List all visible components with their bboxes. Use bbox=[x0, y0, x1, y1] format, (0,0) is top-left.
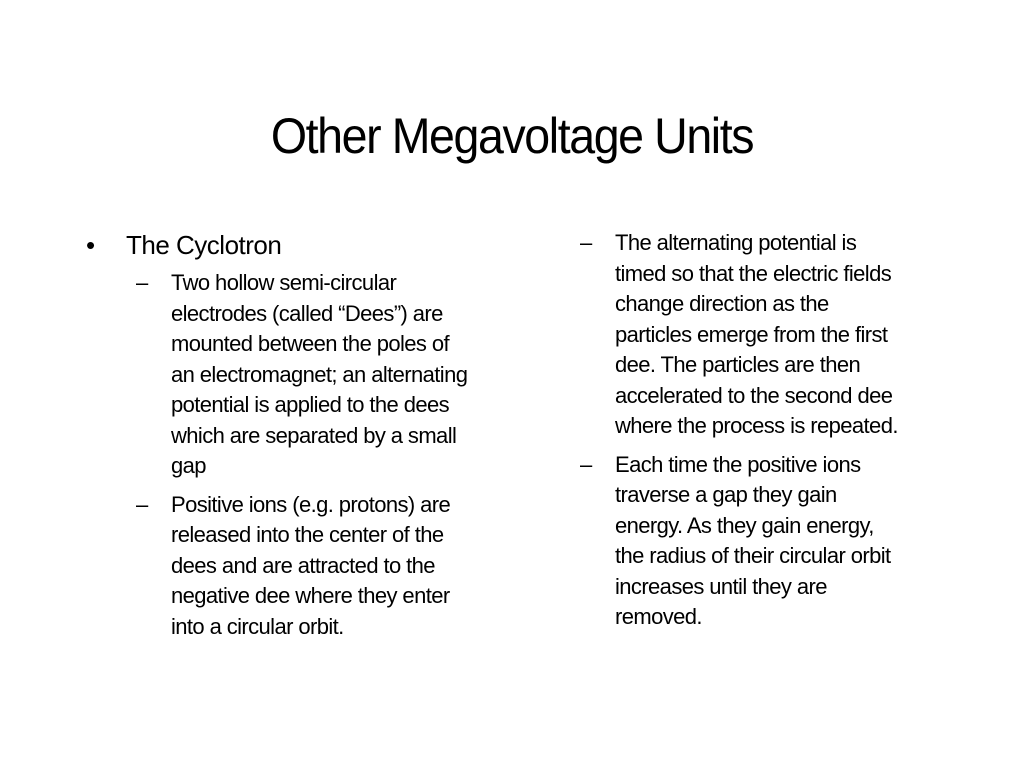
right-sub-item-2 bbox=[580, 450, 960, 633]
slide-title: Other Megavoltage Units bbox=[270, 108, 754, 164]
dash-marker: – bbox=[136, 270, 148, 295]
dash-marker: – bbox=[580, 451, 592, 477]
dash-marker: – bbox=[136, 491, 148, 517]
left-sub-list bbox=[86, 268, 526, 642]
bullet-marker: • bbox=[86, 230, 95, 260]
left-sub-item-2 bbox=[136, 490, 526, 643]
right-sub-item-1-text: The alternating potential is timed so that the electric fields change direction as the particles emerge from the first dee. The particles are then accelerated to the second dee where the process is repeated. bbox=[615, 230, 898, 438]
dash-marker: – bbox=[580, 230, 592, 255]
bullet-cyclotron bbox=[86, 228, 526, 262]
left-sub-item-1-text: Two hollow semi-circular electrodes (called “Dees”) are mounted between the poles of an electromagnet; an alternating potential is applied to the dees which are separated by a small gap bbox=[171, 270, 468, 478]
right-sub-item-2-text: Each time the positive ions traverse a gap they gain energy. As they gain energy, the radius of their circular orbit increases until they are removed. bbox=[615, 451, 891, 629]
right-column bbox=[580, 228, 960, 641]
left-column bbox=[86, 228, 526, 650]
right-sub-item-1 bbox=[580, 228, 960, 442]
left-sub-item-1 bbox=[136, 268, 526, 482]
left-sub-item-2-text: Positive ions (e.g. protons) are released into the center of the dees and are attracted to the negative dee where they enter into a circular orbit. bbox=[171, 491, 451, 639]
bullet-heading: The Cyclotron bbox=[126, 230, 282, 260]
